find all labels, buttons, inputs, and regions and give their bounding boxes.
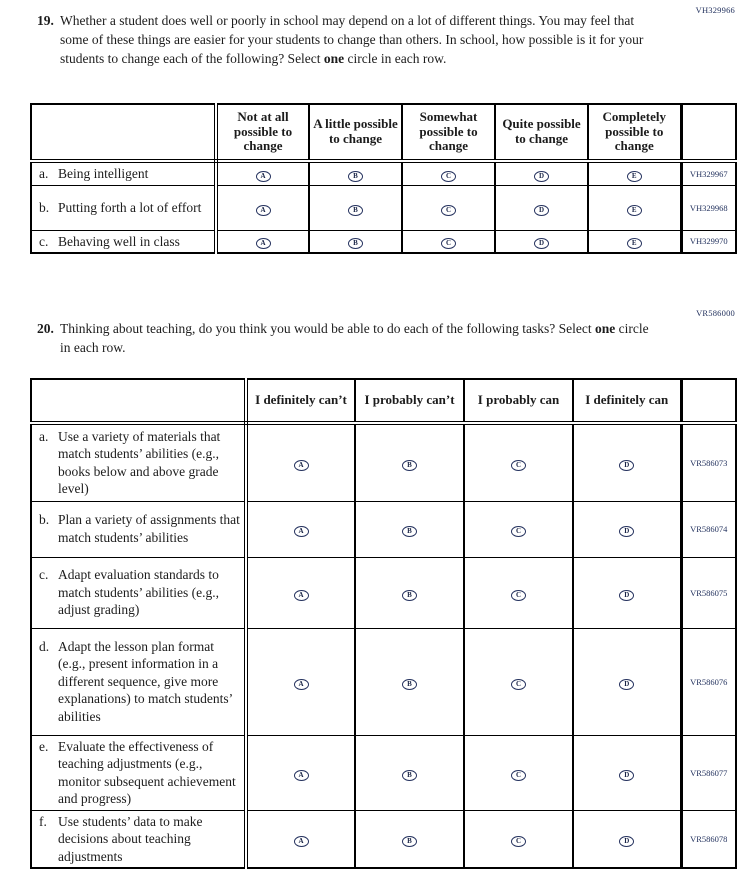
q20-row-c-label: [31, 557, 246, 628]
q19-header-col-3: Somewhat possible to change: [402, 104, 495, 161]
row-text: Putting forth a lot of effort: [58, 199, 202, 215]
option-bubble-c[interactable]: C: [511, 526, 526, 537]
option-bubble-c[interactable]: C: [511, 836, 526, 847]
row-text: Plan a variety of assignments that match students’ abilities: [58, 512, 240, 545]
q20-c-option-cell: [246, 557, 355, 628]
option-bubble-b[interactable]: B: [402, 590, 417, 601]
q20-c-option-cell: [573, 557, 681, 628]
option-bubble-a[interactable]: A: [256, 238, 271, 249]
q19-row-a: [31, 161, 736, 185]
question-20-table: [30, 378, 737, 869]
q19-a-option-cell: [309, 161, 402, 185]
q19-c-option-cell: [216, 230, 309, 253]
option-bubble-d[interactable]: D: [534, 205, 549, 216]
q19-a-option-cell: [588, 161, 681, 185]
q20-header-col-4: I definitely can: [573, 379, 681, 423]
option-bubble-a[interactable]: A: [294, 526, 309, 537]
q20-c-option-cell: [464, 557, 573, 628]
q20-c-option-cell: [355, 557, 464, 628]
q19-c-option-cell: [309, 230, 402, 253]
question-20: [37, 320, 697, 358]
q20-e-option-cell: [573, 735, 681, 810]
q19-a-option-cell: [402, 161, 495, 185]
q19-c-option-cell: [495, 230, 588, 253]
q20-row-b: [31, 501, 736, 557]
row-text: Behaving well in class: [58, 233, 180, 249]
q20-header-col-1: I definitely can’t: [246, 379, 355, 423]
option-bubble-a[interactable]: A: [294, 590, 309, 601]
q19-c-option-cell: [402, 230, 495, 253]
q19-row-a-label: [31, 161, 216, 185]
row-text: Adapt the lesson plan format (e.g., present information in a different sequence, give more explanations) to match students’ abilities: [58, 638, 233, 724]
q19-header-row: [31, 104, 736, 161]
q20-d-option-cell: [355, 628, 464, 735]
option-bubble-b[interactable]: B: [348, 205, 363, 216]
q20-row-c-code: VR586075: [681, 557, 736, 628]
q20-row-e-label: [31, 735, 246, 810]
q20-row-f: [31, 810, 736, 868]
option-bubble-c[interactable]: C: [511, 679, 526, 690]
row-letter: b.: [39, 512, 50, 528]
option-bubble-a[interactable]: A: [294, 679, 309, 690]
option-bubble-b[interactable]: B: [402, 460, 417, 471]
row-letter: b.: [39, 199, 50, 215]
q19-header-stub: [31, 104, 216, 161]
q19-header-col-1: Not at all possible to change: [216, 104, 309, 161]
question-20-text-after: circle in each row.: [60, 321, 649, 355]
q19-row-c: [31, 230, 736, 253]
q19-row-a-code: VH329967: [681, 161, 736, 185]
row-text: Being intelligent: [58, 166, 149, 181]
option-bubble-a[interactable]: A: [256, 205, 271, 216]
q20-a-option-cell: [355, 423, 464, 501]
q20-row-b-label: [31, 501, 246, 557]
q19-a-option-cell: [216, 161, 309, 185]
option-bubble-b[interactable]: B: [402, 679, 417, 690]
option-bubble-e[interactable]: E: [627, 205, 642, 216]
q20-d-option-cell: [464, 628, 573, 735]
question-19-table: [30, 103, 737, 254]
q20-header-col-2: I probably can’t: [355, 379, 464, 423]
q19-b-option-cell: [588, 185, 681, 230]
row-letter: c.: [39, 567, 49, 583]
q20-row-b-code: VR586074: [681, 501, 736, 557]
q20-a-option-cell: [246, 423, 355, 501]
option-bubble-a[interactable]: A: [294, 836, 309, 847]
question-20-accession-code: VR586000: [696, 308, 735, 318]
option-bubble-d[interactable]: D: [619, 770, 634, 781]
question-20-text: [60, 320, 660, 358]
option-bubble-b[interactable]: B: [348, 171, 363, 182]
question-20-bold-word: one: [595, 321, 616, 336]
q19-row-b-label: [31, 185, 216, 230]
q19-header-col-4: Quite possible to change: [495, 104, 588, 161]
q20-row-e-code: VR586077: [681, 735, 736, 810]
question-19-text: [60, 12, 660, 69]
q20-a-option-cell: [464, 423, 573, 501]
option-bubble-b[interactable]: B: [402, 836, 417, 847]
option-bubble-c[interactable]: C: [511, 770, 526, 781]
option-bubble-b[interactable]: B: [348, 238, 363, 249]
option-bubble-e[interactable]: E: [627, 171, 642, 182]
q20-a-option-cell: [573, 423, 681, 501]
q20-row-c: [31, 557, 736, 628]
question-19-bold-word: one: [323, 50, 345, 66]
option-bubble-c[interactable]: C: [441, 205, 456, 216]
q20-row-f-label: [31, 810, 246, 868]
option-bubble-b[interactable]: B: [402, 770, 417, 781]
option-bubble-d[interactable]: D: [619, 460, 634, 471]
q20-header-col-3: I probably can: [464, 379, 573, 423]
q20-row-d-code: VR586076: [681, 628, 736, 735]
option-bubble-d[interactable]: D: [619, 836, 634, 847]
question-19: [37, 12, 677, 69]
option-bubble-c[interactable]: C: [511, 590, 526, 601]
q20-f-option-cell: [573, 810, 681, 868]
q19-header-col-2: A little possible to change: [309, 104, 402, 161]
option-bubble-a[interactable]: A: [294, 770, 309, 781]
q19-row-b-code: VH329968: [681, 185, 736, 230]
q19-b-option-cell: [495, 185, 588, 230]
q20-row-f-code: VR586078: [681, 810, 736, 868]
q19-c-option-cell: [588, 230, 681, 253]
q20-b-option-cell: [464, 501, 573, 557]
question-19-text-after: circle in each row.: [344, 50, 447, 66]
q20-e-option-cell: [246, 735, 355, 810]
option-bubble-a[interactable]: A: [294, 460, 309, 471]
q20-header-code-col: [681, 379, 736, 423]
option-bubble-c[interactable]: C: [441, 238, 456, 249]
q19-row-c-label: [31, 230, 216, 253]
row-text: Adapt evaluation standards to match students’ abilities (e.g., adjust grading): [58, 567, 219, 618]
q20-d-option-cell: [246, 628, 355, 735]
q20-header-stub: [31, 379, 246, 423]
option-bubble-d[interactable]: D: [534, 171, 549, 182]
row-letter: c.: [39, 233, 49, 249]
q20-f-option-cell: [355, 810, 464, 868]
row-text: Use students’ data to make decisions about teaching adjustments: [58, 813, 203, 864]
q19-b-option-cell: [216, 185, 309, 230]
row-letter: f.: [39, 813, 47, 829]
q19-row-c-code: VH329970: [681, 230, 736, 253]
question-20-number: 20.: [37, 321, 54, 336]
q19-header-code-col: [681, 104, 736, 161]
q20-row-a-label: [31, 423, 246, 501]
option-bubble-d[interactable]: D: [619, 526, 634, 537]
q20-b-option-cell: [573, 501, 681, 557]
option-bubble-d[interactable]: D: [619, 590, 634, 601]
q20-header-row: [31, 379, 736, 423]
q20-row-d: [31, 628, 736, 735]
q20-b-option-cell: [355, 501, 464, 557]
question-19-text-before: Whether a student does well or poorly in school may depend on a lot of different things. You may feel that some of these things are easier for your students to change than others. In school, how possible is it for your students to change each of the following? Select: [60, 13, 644, 66]
row-letter: e.: [39, 738, 49, 754]
q19-b-option-cell: [402, 185, 495, 230]
q19-header-col-5: Completely possible to change: [588, 104, 681, 161]
option-bubble-d[interactable]: D: [619, 679, 634, 690]
question-20-text-before: Thinking about teaching, do you think you would be able to do each of the following tasks? Select: [60, 321, 596, 336]
row-text: Evaluate the effectiveness of teaching adjustments (e.g., monitor subsequent achievement and progress): [58, 738, 236, 807]
row-text: Use a variety of materials that match students’ abilities (e.g., books below and above grade level): [58, 428, 221, 497]
q20-b-option-cell: [246, 501, 355, 557]
q20-row-a: [31, 423, 736, 501]
q20-row-e: [31, 735, 736, 810]
q20-row-a-code: VR586073: [681, 423, 736, 501]
row-letter: a.: [39, 428, 49, 444]
q19-a-option-cell: [495, 161, 588, 185]
row-letter: a.: [39, 166, 49, 181]
q20-row-d-label: [31, 628, 246, 735]
option-bubble-e[interactable]: E: [627, 238, 642, 249]
row-letter: d.: [39, 638, 50, 654]
option-bubble-b[interactable]: B: [402, 526, 417, 537]
question-19-accession-code: VH329966: [695, 5, 735, 15]
question-19-number: 19.: [37, 13, 54, 28]
option-bubble-d[interactable]: D: [534, 238, 549, 249]
option-bubble-c[interactable]: C: [441, 171, 456, 182]
option-bubble-a[interactable]: A: [256, 171, 271, 182]
q19-b-option-cell: [309, 185, 402, 230]
q19-row-b: [31, 185, 736, 230]
q20-f-option-cell: [464, 810, 573, 868]
q20-d-option-cell: [573, 628, 681, 735]
option-bubble-c[interactable]: C: [511, 460, 526, 471]
q20-f-option-cell: [246, 810, 355, 868]
q20-e-option-cell: [355, 735, 464, 810]
q20-e-option-cell: [464, 735, 573, 810]
